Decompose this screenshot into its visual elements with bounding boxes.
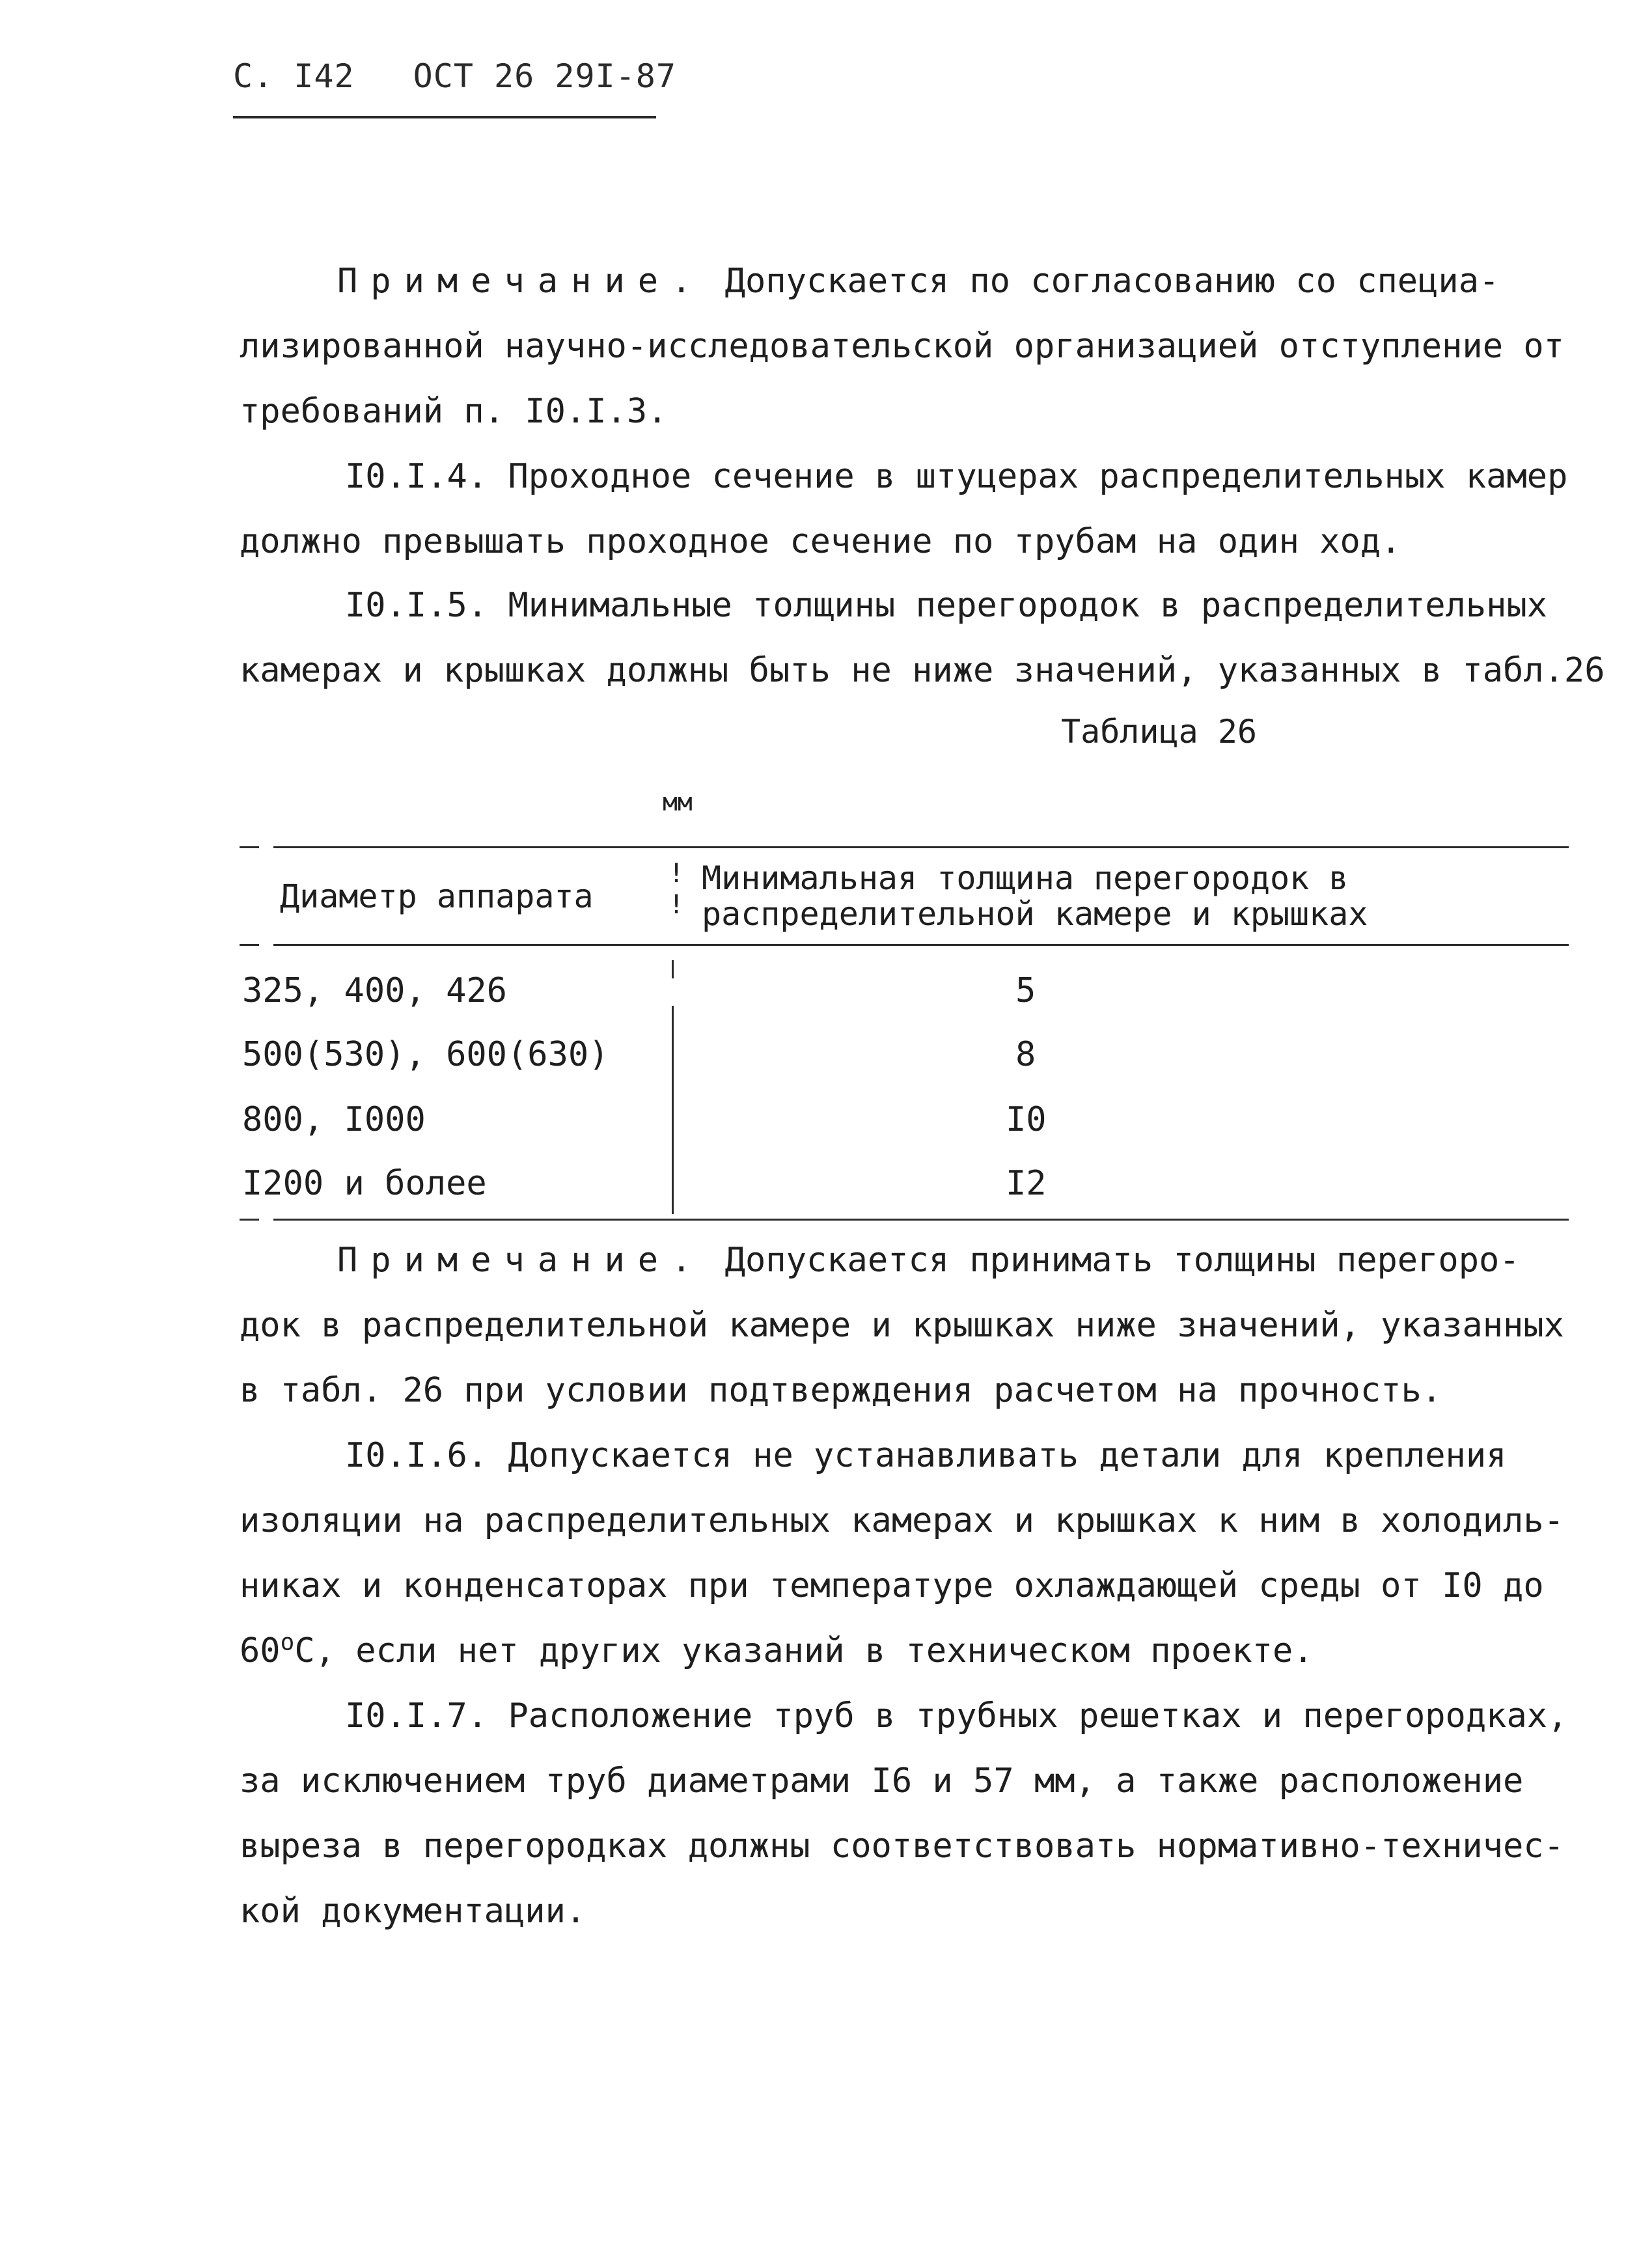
clause-10-1-6-line-1: I0.I.6. Допускается не устанавливать детали для крепления: [345, 1436, 1507, 1475]
clause-10-1-7-line-4: кой документации.: [240, 1892, 586, 1931]
table-column-separator-top: [672, 960, 674, 978]
header-underline: [233, 116, 656, 118]
table-row-4-diameter: I200 и более: [242, 1164, 487, 1203]
clause-10-1-7-line-1: I0.I.7. Расположение труб в трубных решетках и перегородках,: [345, 1696, 1568, 1736]
table-row-3-diameter: 800, I000: [242, 1100, 426, 1139]
table-caption: Таблица 26: [1061, 713, 1258, 751]
standard-code: ОСТ 26 29I-87: [413, 57, 676, 95]
table-row-4-thickness: I2: [1006, 1164, 1047, 1203]
table-col2-header-line-2: распределительной камере и крышках: [702, 895, 1368, 933]
table-top-rule: [273, 846, 1569, 848]
table-row-2-diameter: 500(530), 600(630): [242, 1035, 609, 1074]
table-col1-header: Диаметр аппарата: [280, 878, 594, 915]
table-top-rule-dash: [240, 846, 259, 848]
note2-label: Примечание.: [337, 1241, 705, 1280]
note2-line-3: в табл. 26 при условии подтверждения расчетом на прочность.: [240, 1371, 1442, 1410]
table-row-1-diameter: 325, 400, 426: [242, 971, 507, 1010]
note1-line-2: лизированной научно-исследовательской организацией отступление от: [240, 327, 1564, 366]
page-header: [233, 57, 676, 95]
table-header-rule-dash: [240, 944, 259, 946]
table-header-rule: [273, 944, 1569, 946]
note1-line-1: Примечание. Допускается по согласованию со специа-: [337, 262, 1500, 301]
clause-10-1-4-line-2: должно превышать проходное сечение по трубам на один ход.: [240, 522, 1401, 561]
header-separator-mark-1: !: [668, 859, 685, 889]
clause-10-1-6-line-3: никах и конденсаторах при температуре охлаждающей среды от I0 до: [240, 1566, 1544, 1605]
clause-10-1-7-line-3: выреза в перегородках должны соответствовать нормативно-техничес-: [240, 1827, 1564, 1866]
table-row-1-thickness: 5: [1015, 971, 1036, 1010]
table-bottom-rule-dash: [240, 1219, 259, 1221]
clause-10-1-4-line-1: I0.I.4. Проходное сечение в штуцерах распределительных камер: [345, 457, 1568, 496]
clause-10-1-5-line-2: камерах и крышках должны быть не ниже значений, указанных в табл.26: [240, 651, 1605, 690]
table-row-2-thickness: 8: [1015, 1035, 1036, 1074]
table-column-separator: [672, 1006, 674, 1214]
table-row-3-thickness: I0: [1006, 1100, 1047, 1139]
note2-line-2: док в распределительной камере и крышках ниже значений, указанных: [240, 1306, 1564, 1345]
note1-line-3: требований п. I0.I.3.: [240, 392, 668, 431]
clause-10-1-7-line-2: за исключением труб диаметрами I6 и 57 мм, а также расположение: [240, 1762, 1524, 1801]
clause-10-1-5-line-1: I0.I.5. Минимальные толщины перегородок в распределительных: [345, 586, 1548, 625]
header-separator-mark-2: !: [668, 890, 685, 920]
clause-10-1-6-line-4: 60$^o$С, если нет других указаний в техническом проекте.: [240, 1629, 1314, 1670]
note1-label: Примечание.: [337, 262, 705, 301]
page-number: С. I42: [233, 57, 355, 95]
clause-10-1-6-line-2: изоляции на распределительных камерах и крышках к ним в холодиль-: [240, 1501, 1564, 1540]
note2-line-1: Примечание. Допускается принимать толщины перегоро-: [337, 1241, 1520, 1280]
degree-superscript: o: [280, 1629, 295, 1656]
table-col2-header-line-1: Минимальная толщина перегородок в: [702, 859, 1349, 897]
table-bottom-rule: [273, 1219, 1569, 1221]
table-unit: мм: [663, 788, 693, 816]
